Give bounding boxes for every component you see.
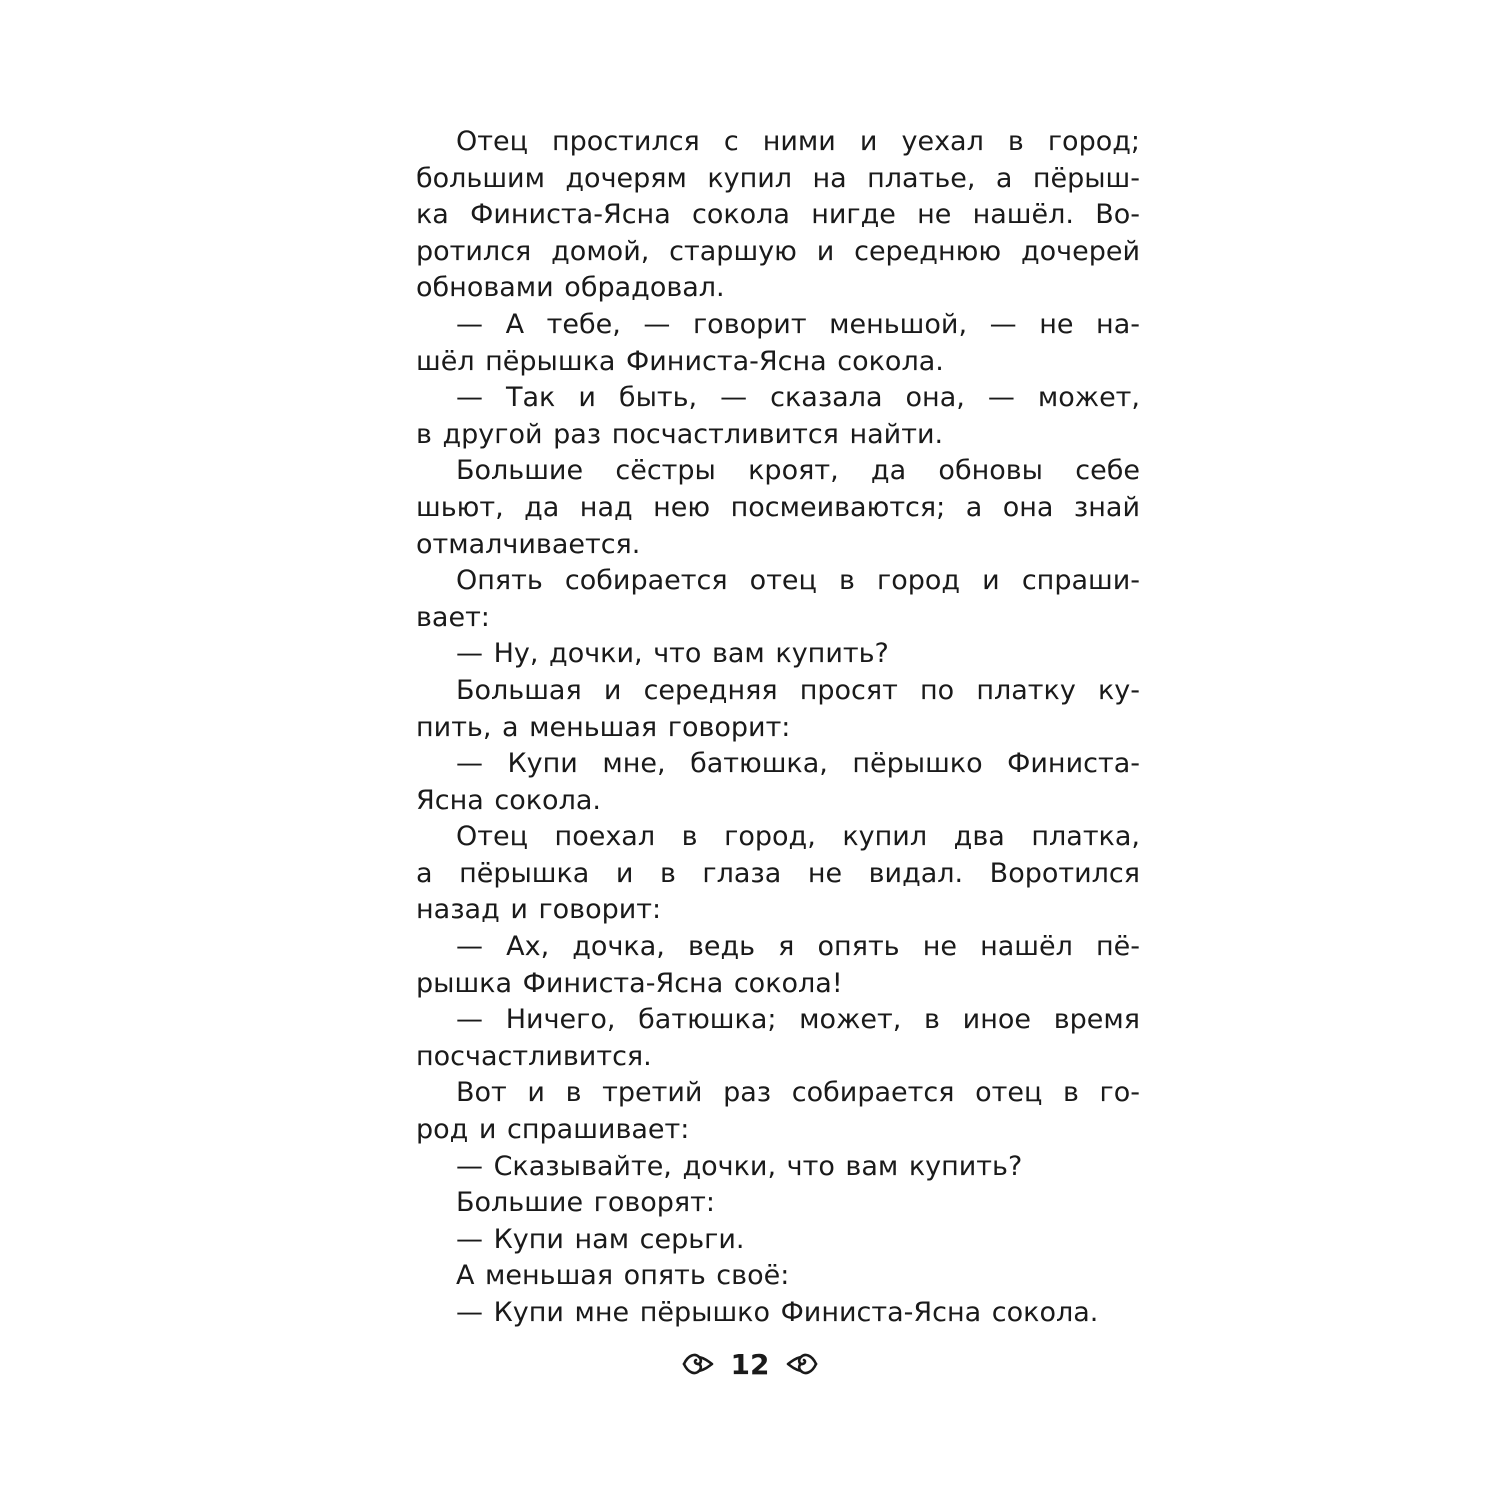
text-line: вает:: [416, 601, 490, 633]
text-line: — Сказывайте, дочки, что вам купить?: [456, 1150, 1023, 1182]
text-line: род и спрашивает:: [416, 1114, 690, 1146]
text-line: Большие сёстры кроят, да обновы себе: [456, 455, 1140, 487]
text-line: — Ничего, батюшка; может, в иное время: [456, 1004, 1140, 1036]
text-line: шёл пёрышка Финиста-Ясна сокола.: [416, 345, 944, 377]
text-line: в другой раз посчастливится найти.: [416, 418, 944, 450]
text-line: — Ах, дочка, ведь я опять не нашёл пё-: [456, 931, 1140, 963]
text-line: посчастливится.: [416, 1040, 652, 1072]
text-line: Отец поехал в город, купил два платка,: [456, 821, 1140, 853]
page-footer: [0, 1342, 1500, 1386]
text-line: — Ну, дочки, что вам купить?: [456, 638, 889, 670]
text-line: Отец простился с ними и уехал в город;: [456, 126, 1140, 157]
body-text: [416, 124, 1140, 1332]
text-line: назад и говорит:: [416, 894, 662, 926]
text-line: ротился домой, старшую и середнюю дочерей: [416, 235, 1140, 267]
text-line: — А тебе, — говорит меньшой, — не на-: [456, 308, 1140, 340]
text-line: — Купи мне пёрышко Финиста-Ясна сокола.: [456, 1297, 1099, 1328]
text-line: Большая и середняя просят по платку ку-: [456, 674, 1140, 706]
text-line: — Купи мне, батюшка, пёрышко Финиста-: [456, 748, 1140, 780]
text-line: ка Финиста-Ясна сокола нигде не нашёл. Во-: [416, 199, 1140, 231]
text-line: большим дочерям купил на платье, а пёрыш-: [416, 162, 1140, 194]
page-number: 12: [730, 1347, 770, 1381]
text-line: — Так и быть, — сказала она, — может,: [456, 382, 1140, 414]
text-line: Вот и в третий раз собирается отец в го-: [456, 1077, 1140, 1109]
text-line: отмалчивается.: [416, 528, 641, 560]
text-line: обновами обрадовал.: [416, 272, 725, 304]
text-line: Опять собирается отец в город и спраши-: [456, 565, 1140, 597]
left-flourish-icon: [681, 1349, 715, 1379]
text-line: Ясна сокола.: [416, 784, 601, 816]
text-line: а пёрышка и в глаза не видал. Воротился: [416, 857, 1140, 889]
text-line: — Купи нам серьги.: [456, 1223, 745, 1255]
text-line: Большие говорят:: [456, 1187, 716, 1219]
text-line: шьют, да над нею посмеиваются; а она знай: [416, 491, 1140, 523]
text-line: А меньшая опять своё:: [456, 1260, 790, 1292]
right-flourish-icon: [785, 1349, 819, 1379]
text-line: рышка Финиста-Ясна сокола!: [416, 967, 843, 999]
text-line: пить, а меньшая говорит:: [416, 711, 791, 743]
